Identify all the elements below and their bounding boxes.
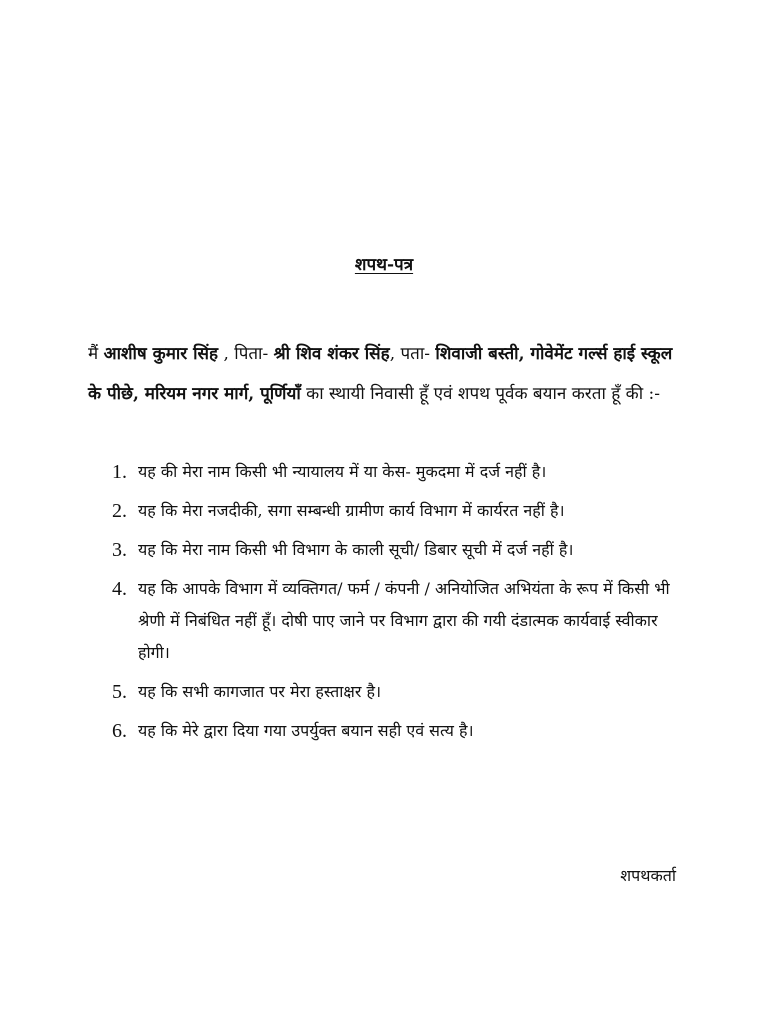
item-text: यह कि मेरा नजदीकी, सगा सम्बन्धी ग्रामीण कार्य विभाग में कार्यरत नहीं है। bbox=[138, 501, 565, 520]
intro-paragraph bbox=[88, 334, 688, 414]
item-number: 6. bbox=[112, 720, 127, 742]
item-text: यह की मेरा नाम किसी भी न्यायालय में या केस- मुकदमा में दर्ज नहीं है। bbox=[138, 462, 547, 481]
list-item bbox=[112, 456, 692, 488]
list-item bbox=[112, 676, 692, 708]
address: शिवाजी बस्ती, गोवेमेंट गर्ल्स हाई स्कूल के पीछे, मरियम नगर मार्ग, पूर्णियाँ bbox=[88, 344, 673, 404]
item-number: 1. bbox=[112, 461, 127, 483]
list-item bbox=[112, 573, 692, 669]
list-item bbox=[112, 495, 692, 527]
declaration-list bbox=[112, 456, 692, 754]
item-number: 4. bbox=[112, 578, 127, 600]
intro-text-3: , पता- bbox=[389, 344, 436, 364]
item-text: यह कि मेरे द्वारा दिया गया उपर्युक्त बयान सही एवं सत्य है। bbox=[138, 721, 474, 740]
item-number: 2. bbox=[112, 500, 127, 522]
item-text: यह कि आपके विभाग में व्यक्तिगत/ फर्म / कंपनी / अनियोजित अभियंता के रूप में किसी भी श्रेणी में निबंधित नहीं हूँ। दोषी पाए जाने पर विभाग द्वारा की गयी दंडात्मक कार्यवाई स्वीकार होगी। bbox=[138, 579, 670, 662]
list-item bbox=[112, 534, 692, 566]
deponent-name: आशीष कुमार सिंह bbox=[103, 344, 219, 364]
intro-text-4: का स्थायी निवासी हूँ एवं शपथ पूर्वक बयान करता हूँ की :- bbox=[300, 384, 661, 404]
document-title: शपथ-पत्र bbox=[354, 255, 414, 275]
list-item bbox=[112, 715, 692, 747]
item-text: यह कि सभी कागजात पर मेरा हस्ताक्षर है। bbox=[138, 682, 382, 701]
item-number: 5. bbox=[112, 681, 127, 703]
signer-label: शपथकर्ता bbox=[620, 866, 676, 885]
item-text: यह कि मेरा नाम किसी भी विभाग के काली सूची/ डिबार सूची में दर्ज नहीं है। bbox=[138, 540, 574, 559]
intro-text-1: मैं bbox=[88, 344, 104, 364]
item-number: 3. bbox=[112, 539, 127, 561]
intro-text-2: , पिता- bbox=[218, 344, 274, 364]
father-name: श्री शिव शंकर सिंह bbox=[273, 344, 390, 364]
